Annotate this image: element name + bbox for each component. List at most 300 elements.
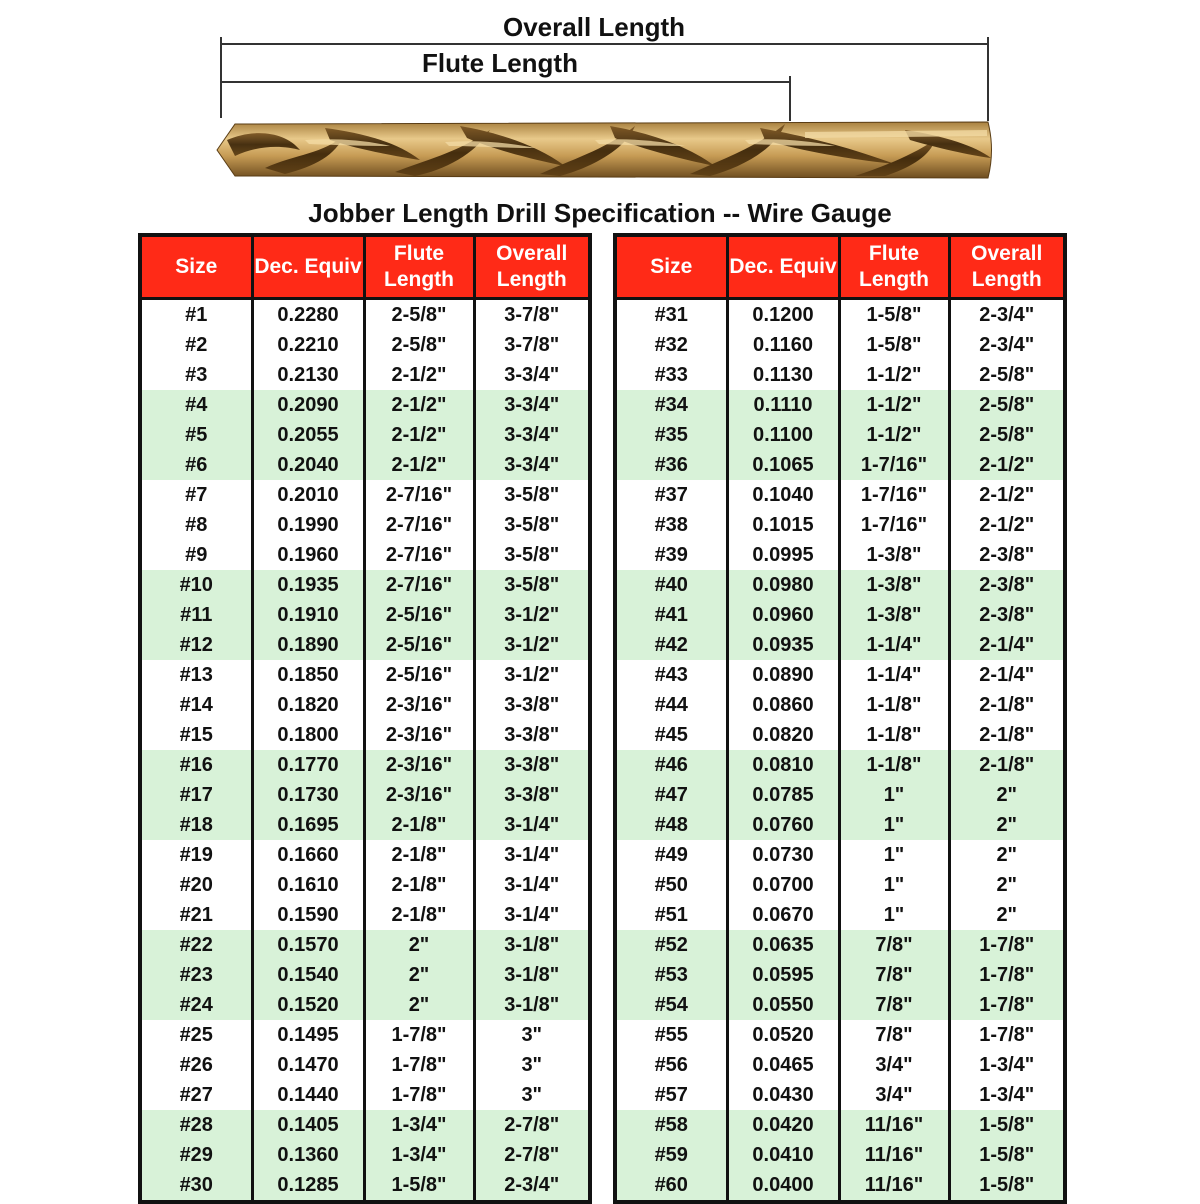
header-dec-equiv: Dec. Equiv: [252, 235, 364, 299]
table-row: [615, 720, 1065, 750]
cell-flute-length: 2-1/8": [364, 810, 474, 840]
cell-dec-equiv: 0.1520: [252, 990, 364, 1020]
table-row: [140, 480, 590, 510]
cell-overall-length: 2-1/8": [949, 690, 1065, 720]
cell-overall-length: 2-1/2": [949, 510, 1065, 540]
cell-flute-length: 1-3/8": [839, 600, 949, 630]
cell-flute-length: 2-5/8": [364, 299, 474, 331]
cell-flute-length: 7/8": [839, 1020, 949, 1050]
cell-overall-length: 2": [949, 840, 1065, 870]
cell-flute-length: 1": [839, 810, 949, 840]
cell-size: #23: [140, 960, 252, 990]
cell-flute-length: 2": [364, 930, 474, 960]
cell-dec-equiv: 0.2040: [252, 450, 364, 480]
cell-flute-length: 1-5/8": [839, 330, 949, 360]
table-row: [140, 630, 590, 660]
cell-overall-length: 3-1/2": [474, 660, 590, 690]
cell-dec-equiv: 0.0420: [727, 1110, 839, 1140]
table-row: [140, 660, 590, 690]
table-row: [615, 990, 1065, 1020]
cell-overall-length: 2-3/8": [949, 600, 1065, 630]
table-row: [140, 960, 590, 990]
spec-table-left: [138, 233, 592, 1204]
table-row: [140, 540, 590, 570]
table-row: [140, 570, 590, 600]
cell-flute-length: 2-5/16": [364, 630, 474, 660]
table-row: [140, 1110, 590, 1140]
cell-size: #13: [140, 660, 252, 690]
table-row: [615, 690, 1065, 720]
cell-size: #26: [140, 1050, 252, 1080]
cell-overall-length: 3-3/4": [474, 420, 590, 450]
cell-size: #27: [140, 1080, 252, 1110]
cell-size: #1: [140, 299, 252, 331]
cell-size: #46: [615, 750, 727, 780]
cell-dec-equiv: 0.2280: [252, 299, 364, 331]
cell-dec-equiv: 0.1935: [252, 570, 364, 600]
cell-flute-length: 2-1/8": [364, 870, 474, 900]
cell-dec-equiv: 0.0670: [727, 900, 839, 930]
cell-size: #39: [615, 540, 727, 570]
cell-flute-length: 11/16": [839, 1110, 949, 1140]
cell-flute-length: 2": [364, 960, 474, 990]
cell-dec-equiv: 0.0410: [727, 1140, 839, 1170]
cell-dec-equiv: 0.2210: [252, 330, 364, 360]
cell-overall-length: 1-5/8": [949, 1170, 1065, 1202]
cell-dec-equiv: 0.1890: [252, 630, 364, 660]
table-row: [615, 420, 1065, 450]
cell-size: #28: [140, 1110, 252, 1140]
cell-size: #48: [615, 810, 727, 840]
table-row: [615, 540, 1065, 570]
table-row: [615, 630, 1065, 660]
cell-overall-length: 3-1/8": [474, 960, 590, 990]
cell-flute-length: 2-7/16": [364, 510, 474, 540]
table-row: [140, 750, 590, 780]
cell-dec-equiv: 0.1110: [727, 390, 839, 420]
table-body: [140, 299, 590, 1203]
cell-flute-length: 1": [839, 900, 949, 930]
cell-dec-equiv: 0.0980: [727, 570, 839, 600]
cell-flute-length: 1-3/4": [364, 1110, 474, 1140]
table-row: [140, 450, 590, 480]
cell-overall-length: 1-3/4": [949, 1050, 1065, 1080]
header-overall-length: Overall Length: [949, 235, 1065, 299]
cell-overall-length: 2-1/2": [949, 480, 1065, 510]
cell-size: #18: [140, 810, 252, 840]
cell-flute-length: 2-3/16": [364, 720, 474, 750]
cell-size: #58: [615, 1110, 727, 1140]
cell-flute-length: 2-7/16": [364, 540, 474, 570]
table-row: [140, 1050, 590, 1080]
cell-overall-length: 2-3/4": [949, 330, 1065, 360]
table-row: [140, 299, 590, 331]
drill-bit-illustration: [205, 110, 995, 190]
cell-dec-equiv: 0.1770: [252, 750, 364, 780]
cell-dec-equiv: 0.1590: [252, 900, 364, 930]
cell-overall-length: 2-3/8": [949, 540, 1065, 570]
cell-size: #12: [140, 630, 252, 660]
cell-dec-equiv: 0.0810: [727, 750, 839, 780]
cell-size: #37: [615, 480, 727, 510]
cell-flute-length: 2-3/16": [364, 750, 474, 780]
cell-size: #10: [140, 570, 252, 600]
cell-size: #11: [140, 600, 252, 630]
table-row: [140, 810, 590, 840]
cell-flute-length: 2-5/16": [364, 600, 474, 630]
cell-overall-length: 2-7/8": [474, 1140, 590, 1170]
cell-flute-length: 1-3/8": [839, 540, 949, 570]
cell-overall-length: 2-1/4": [949, 630, 1065, 660]
cell-overall-length: 2": [949, 900, 1065, 930]
cell-dec-equiv: 0.0550: [727, 990, 839, 1020]
header-overall-length: Overall Length: [474, 235, 590, 299]
table-row: [615, 360, 1065, 390]
cell-dec-equiv: 0.1130: [727, 360, 839, 390]
cell-size: #19: [140, 840, 252, 870]
cell-dec-equiv: 0.1015: [727, 510, 839, 540]
cell-size: #49: [615, 840, 727, 870]
cell-size: #30: [140, 1170, 252, 1202]
cell-flute-length: 11/16": [839, 1170, 949, 1202]
table-row: [615, 840, 1065, 870]
cell-overall-length: 3": [474, 1080, 590, 1110]
cell-size: #38: [615, 510, 727, 540]
cell-overall-length: 3-1/2": [474, 630, 590, 660]
table-row: [140, 1080, 590, 1110]
cell-size: #31: [615, 299, 727, 331]
cell-overall-length: 2-5/8": [949, 360, 1065, 390]
cell-dec-equiv: 0.1065: [727, 450, 839, 480]
cell-flute-length: 1-1/4": [839, 660, 949, 690]
cell-overall-length: 3-7/8": [474, 330, 590, 360]
cell-size: #20: [140, 870, 252, 900]
cell-size: #8: [140, 510, 252, 540]
table-row: [140, 390, 590, 420]
header-dec-equiv: Dec. Equiv: [727, 235, 839, 299]
table-row: [140, 840, 590, 870]
cell-dec-equiv: 0.2130: [252, 360, 364, 390]
table-header-row: [140, 235, 590, 299]
cell-overall-length: 2-7/8": [474, 1110, 590, 1140]
table-row: [140, 990, 590, 1020]
cell-overall-length: 1-7/8": [949, 930, 1065, 960]
cell-size: #51: [615, 900, 727, 930]
cell-overall-length: 1-7/8": [949, 1020, 1065, 1050]
cell-size: #34: [615, 390, 727, 420]
cell-overall-length: 3-3/4": [474, 450, 590, 480]
table-row: [615, 1110, 1065, 1140]
cell-size: #56: [615, 1050, 727, 1080]
cell-dec-equiv: 0.0935: [727, 630, 839, 660]
cell-overall-length: 3-5/8": [474, 510, 590, 540]
cell-size: #32: [615, 330, 727, 360]
cell-dec-equiv: 0.0400: [727, 1170, 839, 1202]
cell-size: #3: [140, 360, 252, 390]
cell-size: #59: [615, 1140, 727, 1170]
cell-overall-length: 3-7/8": [474, 299, 590, 331]
cell-dec-equiv: 0.1470: [252, 1050, 364, 1080]
cell-flute-length: 7/8": [839, 960, 949, 990]
cell-size: #42: [615, 630, 727, 660]
table-row: [615, 900, 1065, 930]
cell-flute-length: 2-5/8": [364, 330, 474, 360]
cell-size: #57: [615, 1080, 727, 1110]
cell-size: #2: [140, 330, 252, 360]
cell-overall-length: 3-3/8": [474, 720, 590, 750]
cell-size: #17: [140, 780, 252, 810]
cell-size: #40: [615, 570, 727, 600]
table-row: [615, 1050, 1065, 1080]
table-row: [615, 450, 1065, 480]
cell-size: #6: [140, 450, 252, 480]
cell-overall-length: 2": [949, 780, 1065, 810]
cell-size: #54: [615, 990, 727, 1020]
cell-flute-length: 1-3/8": [839, 570, 949, 600]
cell-flute-length: 1-1/8": [839, 750, 949, 780]
cell-size: #9: [140, 540, 252, 570]
cell-flute-length: 2-3/16": [364, 780, 474, 810]
cell-flute-length: 2": [364, 990, 474, 1020]
cell-flute-length: 1-5/8": [839, 299, 949, 331]
cell-dec-equiv: 0.1610: [252, 870, 364, 900]
cell-overall-length: 3-1/8": [474, 930, 590, 960]
cell-size: #15: [140, 720, 252, 750]
cell-overall-length: 1-7/8": [949, 960, 1065, 990]
cell-overall-length: 3": [474, 1020, 590, 1050]
table-row: [140, 900, 590, 930]
cell-flute-length: 1-7/16": [839, 480, 949, 510]
table-row: [140, 690, 590, 720]
overall-length-line: [220, 43, 989, 45]
table-row: [615, 570, 1065, 600]
cell-overall-length: 3-1/4": [474, 810, 590, 840]
cell-dec-equiv: 0.0635: [727, 930, 839, 960]
cell-overall-length: 3-3/4": [474, 360, 590, 390]
cell-overall-length: 3-1/4": [474, 870, 590, 900]
table-row: [615, 480, 1065, 510]
cell-flute-length: 1-3/4": [364, 1140, 474, 1170]
cell-size: #16: [140, 750, 252, 780]
cell-size: #29: [140, 1140, 252, 1170]
cell-dec-equiv: 0.0520: [727, 1020, 839, 1050]
cell-flute-length: 1": [839, 780, 949, 810]
table-row: [615, 780, 1065, 810]
cell-dec-equiv: 0.1405: [252, 1110, 364, 1140]
table-row: [615, 810, 1065, 840]
cell-flute-length: 1-1/4": [839, 630, 949, 660]
cell-dec-equiv: 0.1440: [252, 1080, 364, 1110]
cell-overall-length: 2": [949, 810, 1065, 840]
table-row: [140, 1140, 590, 1170]
cell-overall-length: 2": [949, 870, 1065, 900]
cell-dec-equiv: 0.1800: [252, 720, 364, 750]
cell-size: #43: [615, 660, 727, 690]
table-row: [615, 390, 1065, 420]
cell-size: #50: [615, 870, 727, 900]
cell-dec-equiv: 0.1540: [252, 960, 364, 990]
cell-overall-length: 3-1/2": [474, 600, 590, 630]
cell-dec-equiv: 0.0860: [727, 690, 839, 720]
cell-flute-length: 1-1/8": [839, 690, 949, 720]
cell-flute-length: 2-1/8": [364, 840, 474, 870]
cell-dec-equiv: 0.2090: [252, 390, 364, 420]
cell-size: #60: [615, 1170, 727, 1202]
cell-flute-length: 1-1/2": [839, 360, 949, 390]
cell-size: #36: [615, 450, 727, 480]
cell-dec-equiv: 0.0785: [727, 780, 839, 810]
cell-dec-equiv: 0.0960: [727, 600, 839, 630]
cell-overall-length: 2-5/8": [949, 390, 1065, 420]
cell-size: #24: [140, 990, 252, 1020]
header-size: Size: [615, 235, 727, 299]
cell-dec-equiv: 0.2010: [252, 480, 364, 510]
cell-dec-equiv: 0.1960: [252, 540, 364, 570]
cell-flute-length: 1-1/8": [839, 720, 949, 750]
cell-overall-length: 3-3/4": [474, 390, 590, 420]
table-row: [615, 1020, 1065, 1050]
cell-dec-equiv: 0.1695: [252, 810, 364, 840]
cell-flute-length: 1-1/2": [839, 390, 949, 420]
cell-overall-length: 1-3/4": [949, 1080, 1065, 1110]
cell-dec-equiv: 0.0730: [727, 840, 839, 870]
cell-flute-length: 1-7/8": [364, 1050, 474, 1080]
table-row: [140, 870, 590, 900]
chart-title: Jobber Length Drill Specification -- Wire Gauge: [308, 198, 892, 228]
cell-flute-length: 1": [839, 840, 949, 870]
cell-size: #22: [140, 930, 252, 960]
table-row: [615, 870, 1065, 900]
cell-dec-equiv: 0.1495: [252, 1020, 364, 1050]
cell-dec-equiv: 0.0890: [727, 660, 839, 690]
table-row: [615, 510, 1065, 540]
cell-flute-length: 1-7/8": [364, 1080, 474, 1110]
cell-overall-length: 2-1/8": [949, 720, 1065, 750]
cell-overall-length: 2-1/4": [949, 660, 1065, 690]
cell-flute-length: 1-5/8": [364, 1170, 474, 1202]
cell-flute-length: 7/8": [839, 990, 949, 1020]
cell-flute-length: 2-3/16": [364, 690, 474, 720]
cell-dec-equiv: 0.1660: [252, 840, 364, 870]
cell-overall-length: 1-5/8": [949, 1140, 1065, 1170]
cell-flute-length: 2-5/16": [364, 660, 474, 690]
cell-flute-length: 2-1/2": [364, 390, 474, 420]
table-row: [615, 660, 1065, 690]
cell-flute-length: 1-7/16": [839, 450, 949, 480]
cell-dec-equiv: 0.1820: [252, 690, 364, 720]
cell-overall-length: 3-3/8": [474, 690, 590, 720]
table-row: [140, 780, 590, 810]
cell-size: #33: [615, 360, 727, 390]
cell-dec-equiv: 0.1360: [252, 1140, 364, 1170]
cell-flute-length: 2-7/16": [364, 480, 474, 510]
cell-size: #14: [140, 690, 252, 720]
table-row: [615, 330, 1065, 360]
cell-dec-equiv: 0.1100: [727, 420, 839, 450]
cell-size: #45: [615, 720, 727, 750]
cell-flute-length: 3/4": [839, 1080, 949, 1110]
cell-overall-length: 3-3/8": [474, 780, 590, 810]
cell-overall-length: 1-7/8": [949, 990, 1065, 1020]
cell-overall-length: 2-1/2": [949, 450, 1065, 480]
cell-overall-length: 2-3/4": [474, 1170, 590, 1202]
cell-overall-length: 1-5/8": [949, 1110, 1065, 1140]
cell-dec-equiv: 0.1160: [727, 330, 839, 360]
cell-dec-equiv: 0.1040: [727, 480, 839, 510]
cell-flute-length: 2-1/2": [364, 450, 474, 480]
table-row: [140, 360, 590, 390]
table-row: [140, 1020, 590, 1050]
cell-size: #52: [615, 930, 727, 960]
cell-dec-equiv: 0.2055: [252, 420, 364, 450]
flute-length-line: [222, 81, 791, 83]
cell-overall-length: 2-3/8": [949, 570, 1065, 600]
cell-flute-length: 1-7/8": [364, 1020, 474, 1050]
cell-dec-equiv: 0.0700: [727, 870, 839, 900]
table-body: [615, 299, 1065, 1203]
cell-size: #5: [140, 420, 252, 450]
cell-flute-length: 1": [839, 870, 949, 900]
cell-flute-length: 1-7/16": [839, 510, 949, 540]
table-row: [140, 930, 590, 960]
cell-dec-equiv: 0.1910: [252, 600, 364, 630]
table-row: [140, 330, 590, 360]
table-row: [615, 1080, 1065, 1110]
cell-overall-length: 3-5/8": [474, 540, 590, 570]
table-row: [615, 750, 1065, 780]
table-row: [615, 1170, 1065, 1202]
cell-dec-equiv: 0.0820: [727, 720, 839, 750]
table-header-row: [615, 235, 1065, 299]
cell-flute-length: 11/16": [839, 1140, 949, 1170]
header-flute-length: Flute Length: [839, 235, 949, 299]
table-row: [140, 510, 590, 540]
table-row: [615, 930, 1065, 960]
table-row: [615, 299, 1065, 331]
cell-dec-equiv: 0.0430: [727, 1080, 839, 1110]
header-flute-length: Flute Length: [364, 235, 474, 299]
table-row: [615, 1140, 1065, 1170]
spec-table-right: [613, 233, 1067, 1204]
cell-dec-equiv: 0.0760: [727, 810, 839, 840]
cell-dec-equiv: 0.1200: [727, 299, 839, 331]
cell-size: #21: [140, 900, 252, 930]
cell-size: #4: [140, 390, 252, 420]
cell-flute-length: 2-1/8": [364, 900, 474, 930]
cell-overall-length: 3-5/8": [474, 480, 590, 510]
cell-dec-equiv: 0.1285: [252, 1170, 364, 1202]
table-row: [140, 600, 590, 630]
cell-dec-equiv: 0.1730: [252, 780, 364, 810]
cell-flute-length: 2-1/2": [364, 420, 474, 450]
table-row: [615, 600, 1065, 630]
cell-size: #53: [615, 960, 727, 990]
table-row: [140, 720, 590, 750]
cell-dec-equiv: 0.1990: [252, 510, 364, 540]
cell-overall-length: 3-1/4": [474, 840, 590, 870]
cell-overall-length: 2-5/8": [949, 420, 1065, 450]
cell-dec-equiv: 0.1850: [252, 660, 364, 690]
table-row: [140, 1170, 590, 1202]
cell-dec-equiv: 0.0995: [727, 540, 839, 570]
cell-flute-length: 2-7/16": [364, 570, 474, 600]
cell-size: #35: [615, 420, 727, 450]
cell-overall-length: 3-1/4": [474, 900, 590, 930]
flute-length-label: Flute Length: [422, 48, 578, 78]
cell-flute-length: 1-1/2": [839, 420, 949, 450]
cell-size: #7: [140, 480, 252, 510]
overall-length-label: Overall Length: [503, 12, 686, 42]
